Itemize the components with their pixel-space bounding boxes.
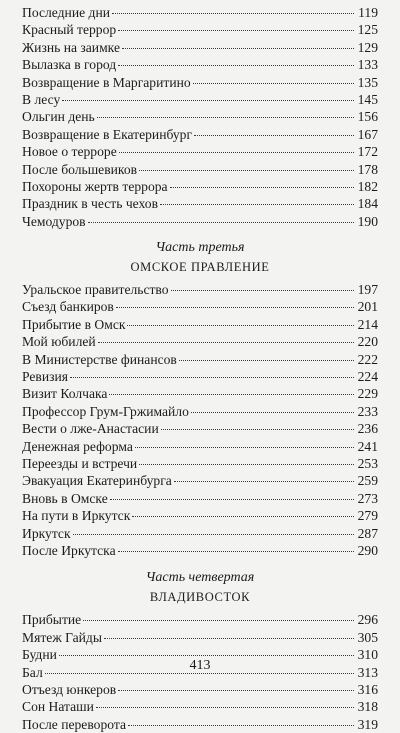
toc-entry-title: Уральское правительство (22, 282, 169, 298)
dot-leader (161, 428, 354, 430)
toc-entry-title: Профессор Грум-Гржимайло (22, 403, 189, 419)
toc-entry-page: 305 (357, 629, 378, 645)
toc-entry-title: После большевиков (22, 161, 138, 177)
toc-entry-title: Ревизия (22, 369, 69, 385)
toc-group-part3 (22, 281, 378, 559)
toc-entry (22, 525, 378, 542)
toc-entry (22, 74, 378, 91)
toc-entry-page: 310 (357, 647, 378, 663)
toc-entry (22, 195, 378, 212)
toc-entry (22, 420, 378, 437)
toc-entry (22, 316, 378, 333)
toc-entry (22, 507, 378, 524)
dot-leader (118, 64, 354, 66)
toc-entry-title: Иркутск (22, 525, 71, 541)
toc-entry-title: Возвращение в Екатеринбург (22, 126, 193, 142)
toc-entry-title: Похороны жертв террора (22, 178, 168, 194)
toc-entry (22, 403, 378, 420)
toc-entry (22, 281, 378, 298)
dot-leader (96, 706, 354, 708)
toc-entry (22, 472, 378, 489)
toc-entry-page: 313 (357, 664, 378, 680)
toc-entry-page: 290 (357, 542, 378, 558)
dot-leader (97, 116, 354, 118)
toc-entry-page: 273 (357, 490, 378, 506)
toc-entry-page: 190 (357, 213, 378, 229)
toc-entry-page: 125 (357, 22, 378, 38)
toc-entry-title: Съезд банкиров (22, 299, 114, 315)
toc-entry (22, 333, 378, 350)
toc-entry-page: 197 (357, 282, 378, 298)
toc-entry-page: 119 (358, 5, 378, 20)
toc-entry (22, 126, 378, 143)
dot-leader (109, 393, 354, 395)
toc-entry (22, 368, 378, 385)
dot-leader (122, 47, 354, 49)
section-heading: ВЛАДИВОСТОК (149, 590, 251, 605)
toc-entry-page: 233 (357, 403, 378, 419)
toc-entry (22, 161, 378, 178)
toc-entry-title: Возвращение в Маргаритино (22, 74, 191, 90)
dot-leader (139, 169, 354, 171)
dot-leader (98, 341, 354, 343)
dot-leader (132, 515, 354, 517)
toc-entry-page: 133 (357, 57, 378, 73)
toc-entry-page: 296 (357, 612, 378, 628)
toc-entry-title: Будни (22, 647, 57, 663)
toc-entry-page: 145 (357, 91, 378, 107)
toc-entry-page: 241 (357, 438, 378, 454)
toc-entry (22, 385, 378, 402)
toc-entry-page: 172 (357, 144, 378, 160)
toc-entry-title: Праздник в честь чехов (22, 196, 159, 212)
toc-entry-page: 224 (357, 369, 378, 385)
dot-leader (171, 289, 354, 291)
toc-entry-title: На пути в Иркутск (22, 508, 131, 524)
section-heading: ОМСКОЕ ПРАВЛЕНИЕ (130, 260, 270, 275)
toc-entry-page: 129 (357, 39, 378, 55)
toc-entry (22, 143, 378, 160)
toc-entry-title: Красный террор (22, 22, 117, 38)
part-title: Часть третья (155, 240, 245, 256)
toc-entry (22, 681, 378, 698)
toc-entry (22, 56, 378, 73)
toc-entry-title: Мой юбилей (22, 334, 96, 350)
dot-leader (191, 411, 354, 413)
toc-entry (22, 542, 378, 559)
toc-entry (22, 213, 378, 230)
toc-entry-title: Последние дни (22, 5, 110, 20)
toc-entry-page: 135 (357, 74, 378, 90)
toc-entry (22, 438, 378, 455)
toc-entry-page: 182 (357, 178, 378, 194)
toc-entry-title: Прибытие (22, 612, 82, 628)
toc-entry-page: 156 (357, 109, 378, 125)
toc-entry (22, 351, 378, 368)
toc-entry-title: Отъезд юнкеров (22, 681, 117, 697)
toc-entry-page: 287 (357, 525, 378, 541)
toc-entry-title: Вести о лже-Анастасии (22, 421, 159, 437)
dot-leader (88, 221, 354, 223)
toc-entry-page: 214 (357, 316, 378, 332)
toc-entry-title: Переезды и встречи (22, 455, 138, 471)
toc-entry (22, 698, 378, 715)
toc-entry-title: Эвакуация Екатеринбурга (22, 473, 172, 489)
dot-leader (174, 480, 354, 482)
toc-entry-title: Бал (22, 664, 43, 680)
toc-entry-title: Сон Наташи (22, 699, 94, 715)
toc-entry-page: 201 (357, 299, 378, 315)
toc-entry-page: 279 (357, 508, 378, 524)
toc-entry-page: 220 (357, 334, 378, 350)
part-title: Часть четвертая (145, 570, 255, 586)
toc-entry-title: Визит Колчака (22, 386, 108, 402)
dot-leader (179, 359, 354, 361)
toc-entry-page: 167 (357, 126, 378, 142)
toc-entry-page: 319 (357, 716, 378, 732)
toc-group-part2-tail (22, 4, 378, 230)
toc-entry-title: Новое о терроре (22, 144, 117, 160)
page-number: 413 (189, 658, 211, 673)
toc-entry-page: 178 (357, 161, 378, 177)
toc-entry-title: В Министерстве финансов (22, 351, 177, 367)
dot-leader (70, 376, 354, 378)
toc-entry-title: Чемодуров (22, 213, 86, 229)
toc-entry-page: 318 (357, 699, 378, 715)
dot-leader (83, 619, 354, 621)
dot-leader (104, 637, 354, 639)
toc-entry-title: Вылазка в город (22, 57, 117, 73)
dot-leader (128, 724, 354, 726)
table-of-contents (22, 4, 378, 733)
toc-entry-title: В лесу (22, 91, 61, 107)
toc-entry-page: 316 (357, 681, 378, 697)
toc-entry (22, 178, 378, 195)
dot-leader (110, 498, 354, 500)
toc-entry (22, 4, 378, 21)
toc-entry-title: Денежная реформа (22, 438, 133, 454)
toc-entry-page: 259 (357, 473, 378, 489)
toc-entry (22, 629, 378, 646)
dot-leader (193, 82, 354, 84)
toc-entry (22, 455, 378, 472)
dot-leader (118, 29, 354, 31)
dot-leader (119, 151, 354, 153)
toc-entry-title: Жизнь на заимке (22, 39, 120, 55)
dot-leader (135, 446, 354, 448)
toc-entry-page: 222 (357, 351, 378, 367)
dot-leader (62, 99, 354, 101)
toc-entry (22, 298, 378, 315)
dot-leader (73, 533, 354, 535)
toc-entry-page: 253 (357, 455, 378, 471)
toc-entry (22, 716, 378, 733)
dot-leader (170, 186, 354, 188)
dot-leader (118, 689, 354, 691)
toc-entry-title: После переворота (22, 716, 127, 732)
dot-leader (112, 12, 354, 14)
toc-entry (22, 39, 378, 56)
toc-entry (22, 611, 378, 628)
dot-leader (127, 324, 354, 326)
toc-entry (22, 91, 378, 108)
toc-entry-title: Прибытие в Омск (22, 316, 126, 332)
toc-entry-title: Ольгин день (22, 109, 95, 125)
toc-entry-title: Вновь в Омске (22, 490, 108, 506)
dot-leader (59, 654, 354, 656)
dot-leader (116, 306, 354, 308)
dot-leader (118, 550, 354, 552)
toc-entry-page: 229 (357, 386, 378, 402)
toc-entry (22, 21, 378, 38)
toc-entry (22, 108, 378, 125)
dot-leader (194, 134, 354, 136)
toc-entry-page: 236 (357, 421, 378, 437)
toc-entry-title: После Иркутска (22, 542, 116, 558)
dot-leader (160, 203, 354, 205)
toc-entry-page: 184 (357, 196, 378, 212)
dot-leader (139, 463, 354, 465)
toc-entry-title: Мятеж Гайды (22, 629, 102, 645)
toc-entry (22, 490, 378, 507)
